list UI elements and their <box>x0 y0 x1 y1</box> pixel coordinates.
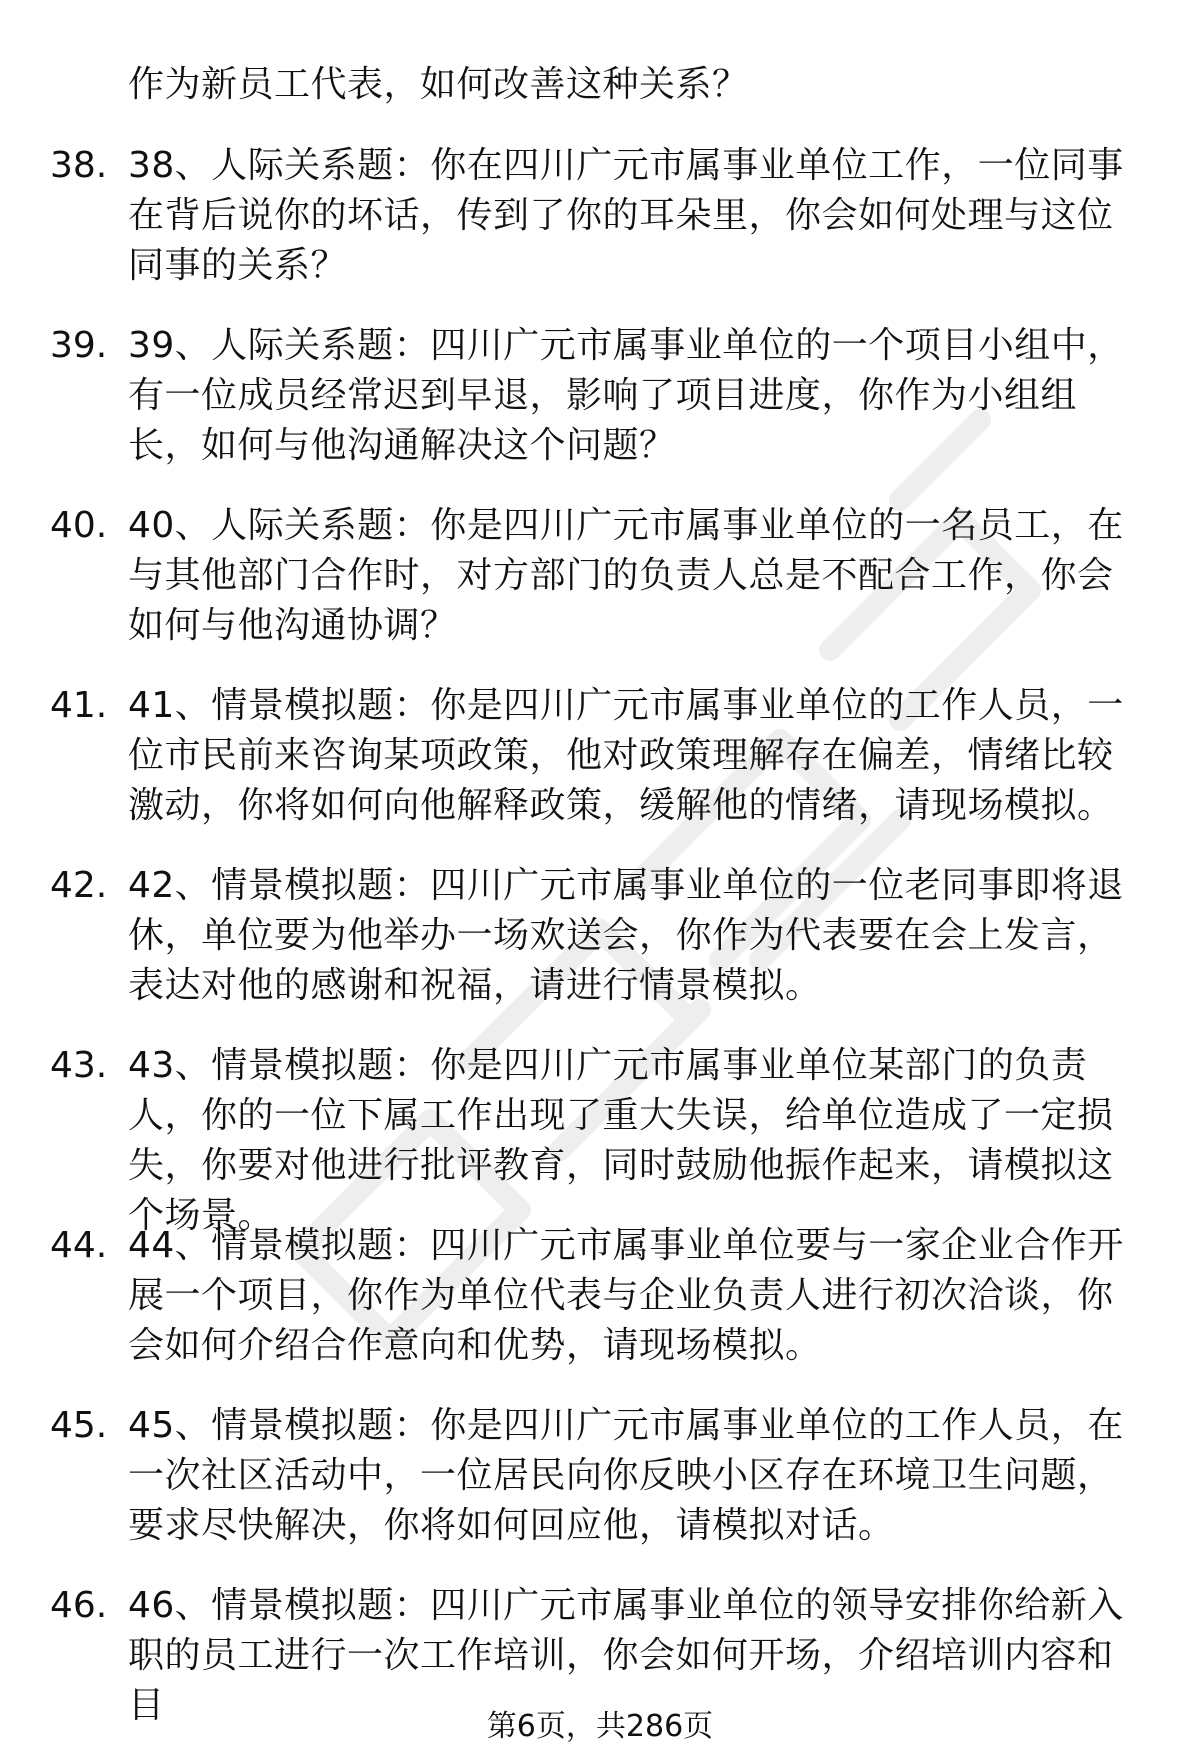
page-footer: 第6页，共286页 <box>486 1709 714 1744</box>
item-text: 41、情景模拟题：你是四川广元市属事业单位的工作人员，一位市民前来咨询某项政策，他对政策理解存在偏差，情绪比较激动，你将如何向他解释政策，缓解他的情绪，请现场模拟。 <box>128 685 1124 826</box>
question-list <box>0 141 1200 1726</box>
item-number: 44. <box>50 1225 108 1266</box>
list-item <box>0 1401 1200 1551</box>
item-text: 42、情景模拟题：四川广元市属事业单位的一位老同事即将退休，单位要为他举办一场欢送会，你作为代表要在会上发言，表达对他的感谢和祝福，请进行情景模拟。 <box>128 865 1124 1006</box>
item-text: 46、情景模拟题：四川广元市属事业单位的领导安排你给新入职的员工进行一次工作培训，你会如何开场，介绍培训内容和目 <box>128 1585 1124 1726</box>
list-item <box>0 141 1200 291</box>
list-item <box>0 1041 1200 1236</box>
item-text: 40、人际关系题：你是四川广元市属事业单位的一名员工，在与其他部门合作时，对方部门的负责人总是不配合工作，你会如何与他沟通协调？ <box>128 505 1124 646</box>
item-text: 45、情景模拟题：你是四川广元市属事业单位的工作人员，在一次社区活动中，一位居民向你反映小区存在环境卫生问题，要求尽快解决，你将如何回应他，请模拟对话。 <box>128 1405 1124 1546</box>
item-number: 39. <box>50 325 108 366</box>
item-text: 38、人际关系题：你在四川广元市属事业单位工作，一位同事在背后说你的坏话，传到了你的耳朵里，你会如何处理与这位同事的关系？ <box>128 145 1124 286</box>
item-number: 46. <box>50 1585 108 1626</box>
list-item <box>0 321 1200 471</box>
list-item <box>0 1581 1200 1726</box>
item-number: 40. <box>50 505 108 546</box>
item-number: 41. <box>50 685 108 726</box>
item-number: 42. <box>50 865 108 906</box>
item-number: 38. <box>50 145 108 186</box>
list-item <box>0 861 1200 1011</box>
item-text: 39、人际关系题：四川广元市属事业单位的一个项目小组中，有一位成员经常迟到早退，影响了项目进度，你作为小组组长，如何与他沟通解决这个问题？ <box>128 325 1124 466</box>
item-number: 43. <box>50 1045 108 1086</box>
continuation-text: 作为新员工代表，如何改善这种关系？ <box>128 64 749 105</box>
list-item <box>0 501 1200 651</box>
list-item <box>0 1221 1200 1371</box>
item-text: 43、情景模拟题：你是四川广元市属事业单位某部门的负责人，你的一位下属工作出现了重大失误，给单位造成了一定损失，你要对他进行批评教育，同时鼓励他振作起来，请模拟这个场景。 <box>128 1045 1114 1236</box>
list-item <box>0 681 1200 831</box>
item-text: 44、情景模拟题：四川广元市属事业单位要与一家企业合作开展一个项目，你作为单位代表与企业负责人进行初次洽谈，你会如何介绍合作意向和优势，请现场模拟。 <box>128 1225 1124 1366</box>
item-number: 45. <box>50 1405 108 1446</box>
